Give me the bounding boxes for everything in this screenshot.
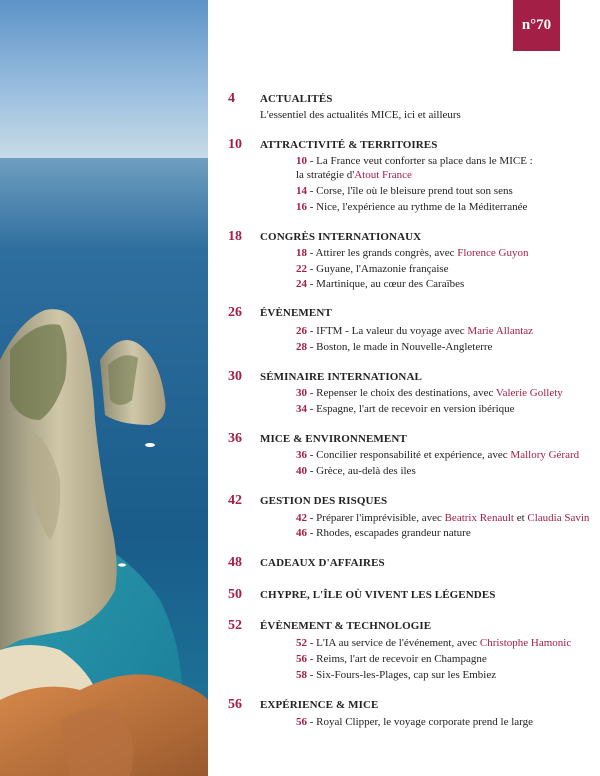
toc-item: 28 - Boston, le made in Nouvelle-Angleterre	[296, 341, 493, 353]
toc-item: 52 - L'IA au service de l'événement, avec Christophe Hamonic	[296, 637, 572, 649]
section-title: EXPÉRIENCE & MICE	[260, 699, 379, 711]
section-page-number: 10	[228, 137, 242, 152]
section-page-number: 36	[228, 431, 242, 446]
toc-item: 36 - Concilier responsabilité et expérience, avec Mallory Gérard	[296, 449, 580, 461]
section-page-number: 18	[228, 229, 242, 244]
toc-item: 56 - Reims, l'art de recevoir en Champagne	[296, 653, 487, 665]
section-page-number: 48	[228, 555, 242, 570]
section-page-number: 30	[228, 369, 242, 384]
toc-item: 40 - Grèce, au-delà des iles	[296, 465, 416, 477]
toc-item: 56 - Royal Clipper, le voyage corporate prend le large	[296, 716, 533, 728]
section-title: ÉVÈNEMENT	[260, 307, 332, 319]
section-page-number: 50	[228, 587, 242, 602]
section-title: MICE & ENVIRONNEMENT	[260, 433, 407, 445]
section-page-number: 52	[228, 618, 242, 633]
section-page-number: 42	[228, 493, 242, 508]
section-description: L'essentiel des actualités MICE, ici et ailleurs	[260, 109, 461, 121]
issue-number-badge: n°70	[513, 0, 560, 51]
toc-item: 58 - Six-Fours-les-Plages, cap sur les Embiez	[296, 669, 497, 681]
section-title: ATTRACTIVITÉ & TERRITOIRES	[260, 139, 438, 151]
section-page-number: 26	[228, 305, 242, 320]
cover-photo	[0, 0, 208, 776]
toc-item: 14 - Corse, l'île où le bleisure prend tout son sens	[296, 185, 513, 197]
toc-item: 22 - Guyane, l'Amazonie française	[296, 263, 449, 275]
section-title: CONGRÈS INTERNATIONAUX	[260, 231, 422, 243]
toc-item: 16 - Nice, l'expérience au rythme de la Méditerranée	[296, 201, 528, 213]
section-title: CHYPRE, L'ÎLE OÙ VIVENT LES LÉGENDES	[260, 589, 496, 601]
section-page-number: 56	[228, 697, 242, 712]
section-title: SÉMINAIRE INTERNATIONAL	[260, 371, 422, 383]
section-page-number: 4	[228, 91, 235, 106]
section-title: GESTION DES RISQUES	[260, 495, 388, 507]
toc-item: 24 - Martinique, au cœur des Caraïbes	[296, 278, 465, 290]
toc-item: la stratégie d'Atout France	[296, 169, 412, 181]
toc-item: 18 - Attirer les grands congrès, avec Florence Guyon	[296, 247, 529, 259]
toc-item: 42 - Préparer l'imprévisible, avec Beatrix Renault et Claudia Savin	[296, 512, 590, 524]
section-title: CADEAUX D'AFFAIRES	[260, 557, 385, 569]
toc-item: 26 - IFTM - La valeur du voyage avec Marie Allantaz	[296, 325, 534, 337]
toc-item: 34 - Espagne, l'art de recevoir en version ibérique	[296, 403, 515, 415]
section-title: ACTUALITÉS	[260, 93, 333, 105]
coastline-photo	[0, 0, 208, 776]
toc-item: 30 - Repenser le choix des destinations, avec Valerie Gollety	[296, 387, 563, 399]
section-title: ÉVÈNEMENT & TECHNOLOGIE	[260, 620, 432, 632]
toc-item: 10 - La France veut conforter sa place dans le MICE :	[296, 155, 533, 167]
toc-item: 46 - Rhodes, escapades grandeur nature	[296, 527, 471, 539]
